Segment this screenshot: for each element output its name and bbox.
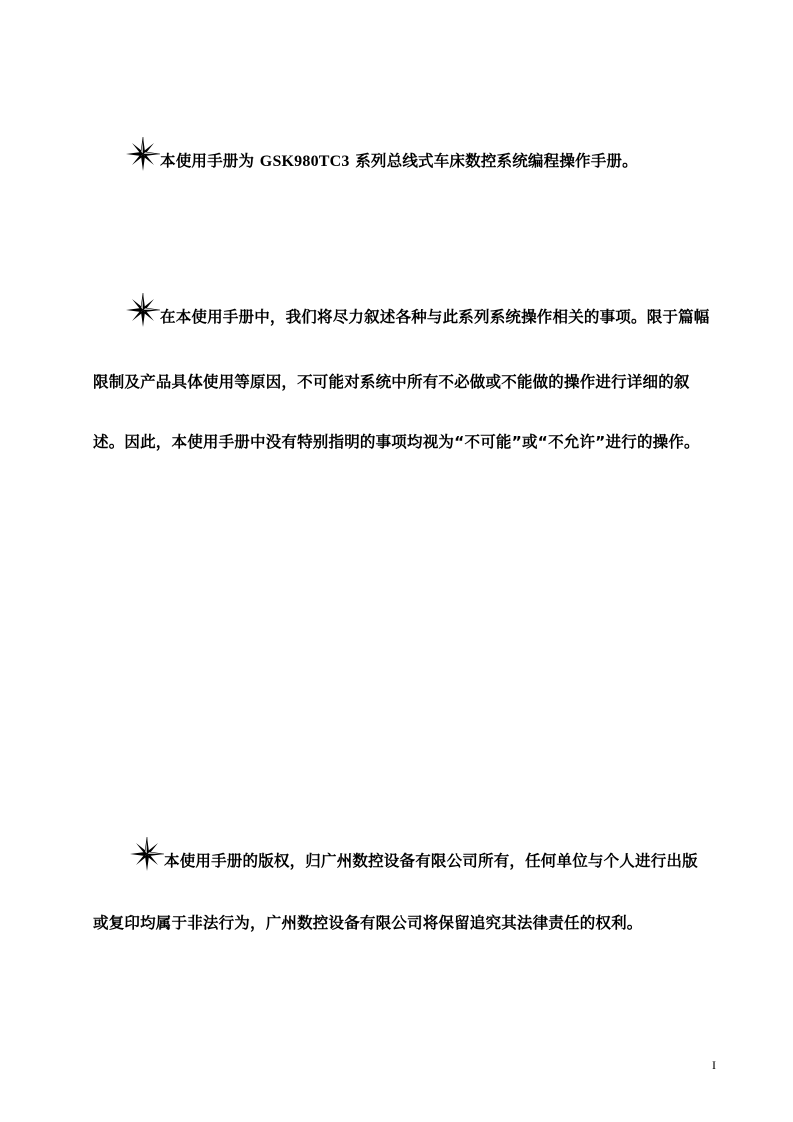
paragraph-2-line-3: 述。因此，本使用手册中没有特别指明的事项均视为“不可能”或“不允许”进行的操作。 [93,433,700,451]
compass-star-icon [126,293,160,327]
compass-star-icon [130,837,164,871]
page-number: I [712,1058,716,1072]
text: 系列总线式车床数控系统编程操作手册。 [349,152,638,170]
paragraph-3-line-2: 或复印均属于非法行为，广州数控设备有限公司将保留追究其法律责任的权利。 [93,914,643,932]
text: 本使用手册为 [160,152,260,170]
paragraph-1-line-1 [160,151,638,172]
paragraph-2-line-1: 在本使用手册中，我们将尽力叙述各种与此系列系统操作相关的事项。限于篇幅 [160,308,710,326]
paragraph-3-line-1: 本使用手册的版权，归广州数控设备有限公司所有，任何单位与个人进行出版 [164,852,698,870]
product-model: GSK980TC3 [259,153,350,170]
paragraph-2-line-2: 限制及产品具体使用等原因，不可能对系统中所有不必做或不能做的操作进行详细的叙 [93,373,690,391]
compass-star-icon [126,137,160,171]
